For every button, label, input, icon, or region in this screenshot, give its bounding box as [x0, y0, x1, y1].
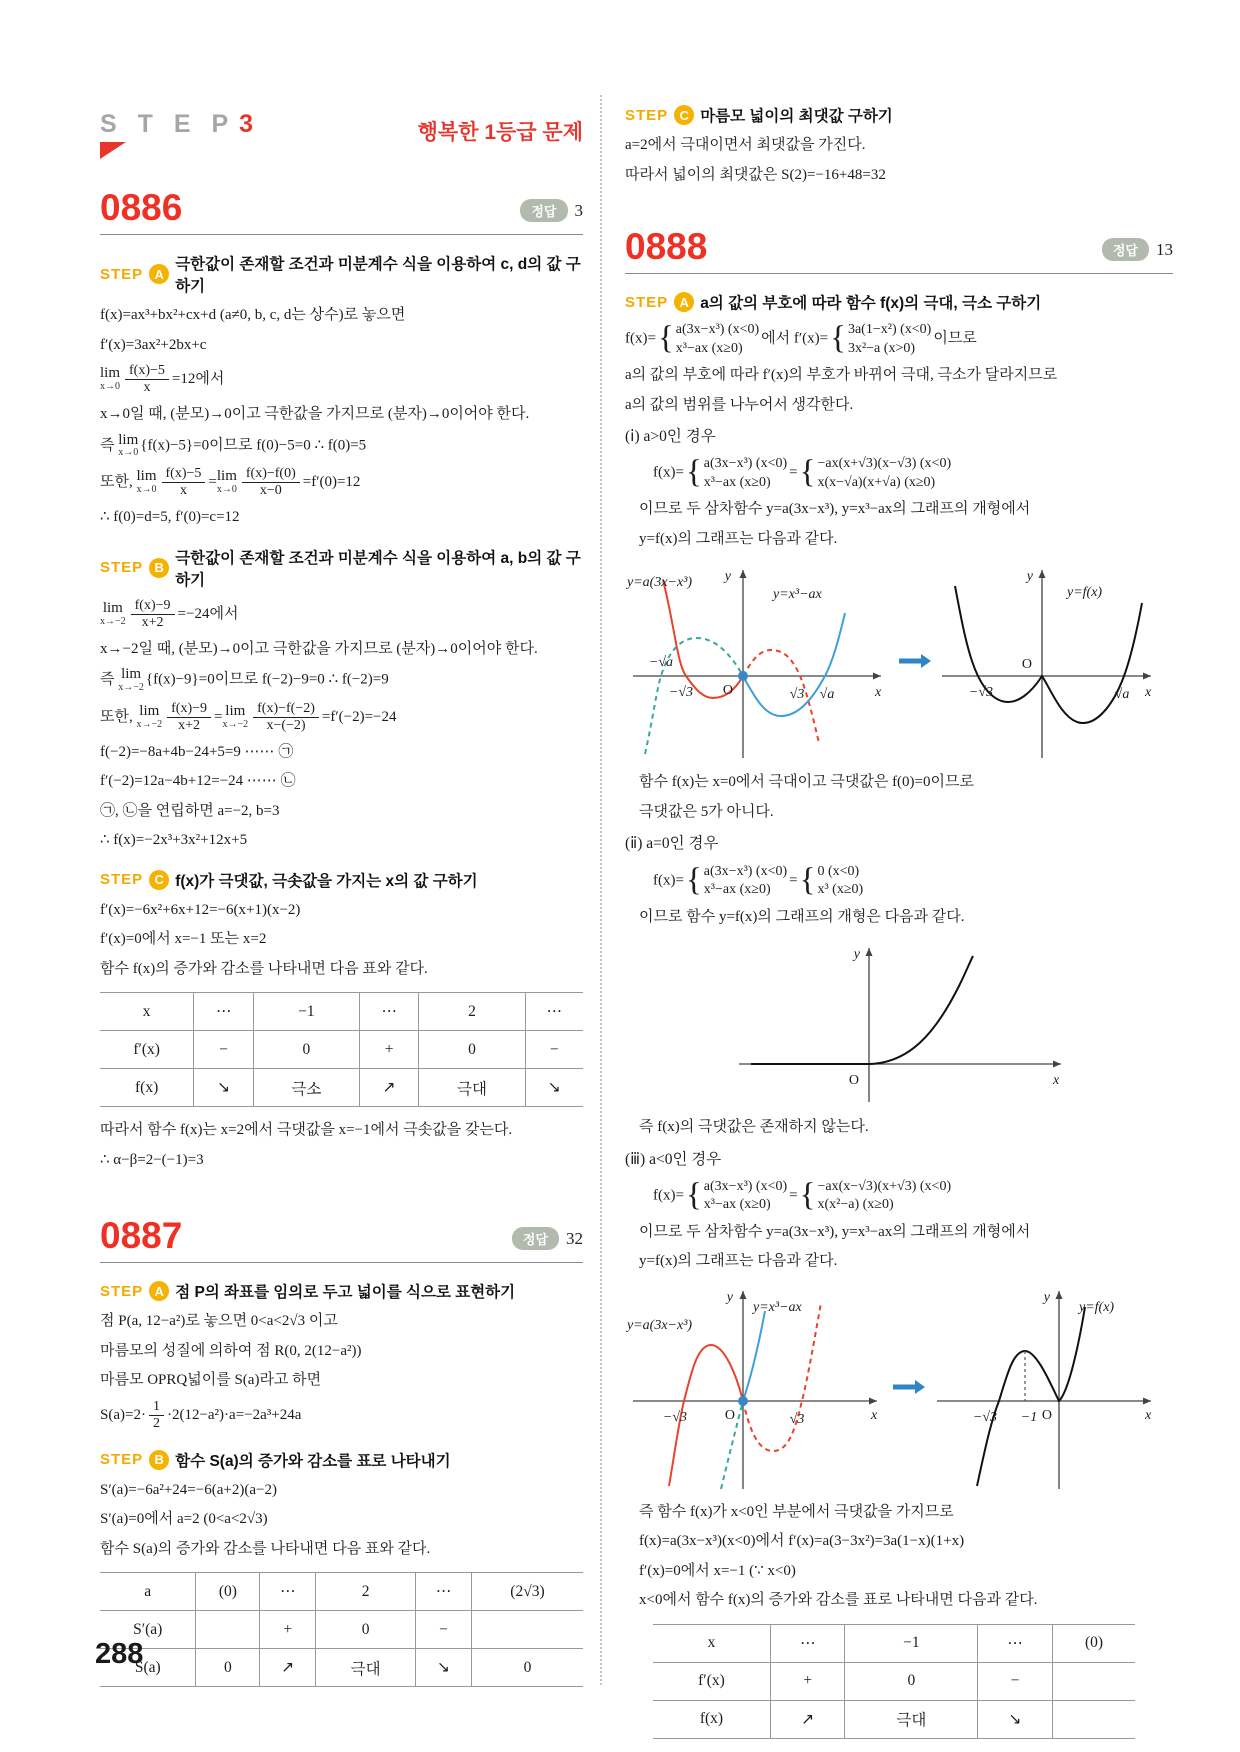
solution-line: f′(x)=0에서 x=−1 또는 x=2 — [100, 931, 267, 948]
step-word: STEP — [100, 1282, 144, 1300]
table-cell: 0 — [419, 1031, 525, 1069]
graph-case3-result — [931, 1281, 1159, 1493]
problem-number: 0887 — [100, 1215, 183, 1257]
right-column — [625, 104, 1173, 1751]
graph-case1-construction — [625, 558, 893, 763]
table-cell: ↗ — [359, 1069, 419, 1107]
problem-0886-header — [100, 189, 583, 235]
table-cell — [1052, 1662, 1135, 1700]
table-cell: ↘ — [194, 1069, 254, 1107]
step-a-header — [100, 252, 583, 296]
solution-line: 즉 lim x→−2 {f(x)−9}=0이므로 f(−2)−9=0 ∴ f(−2)=9 — [100, 666, 389, 694]
table-cell: − — [978, 1662, 1053, 1700]
solution-line: 따라서 함수 f(x)는 x=2에서 극댓값을 x=−1에서 극솟값을 갖는다. — [100, 1122, 513, 1139]
problem-0888-header — [625, 228, 1173, 274]
step-c-header — [100, 869, 583, 891]
arrow-right-icon — [897, 652, 933, 670]
solution-line: lim x→−2 $\frac{f(x)-9}{x+2}$ =−24에서 — [100, 597, 239, 630]
curve-label: y=a(3x−x³) — [627, 575, 693, 591]
table-cell: f′(x) — [100, 1031, 194, 1069]
step-title: 함수 S(a)의 증가와 감소를 표로 나타내기 — [175, 1452, 451, 1470]
table-cell: ⋯ — [525, 993, 583, 1031]
solution-line: 또한, lim x→−2 $\frac{f(x)-9}{x+2}$ = lim x→−2 $\frac{f(x)-f(-2)}{x-(-2)}$ =f′(−2)=−24 — [100, 700, 397, 733]
y-axis-label: y — [726, 1289, 733, 1305]
answer-badge: 정답 — [512, 1227, 559, 1250]
solution-line: f(x)=ax³+bx²+cx+d (a≠0, b, c, d는 상수)로 놓으면 — [100, 307, 406, 323]
solution-line: f(x)= { a(3x−x³) (x<0) x³−ax (x≥0) = { −ax(x+√3)(x−√3) (x<0) x(x−√a)(x+√a) (x≥0) — [653, 454, 952, 491]
table-cell: ⋯ — [978, 1624, 1053, 1662]
answer-value: 13 — [1156, 239, 1173, 259]
solution-line: 마름모 OPRQ넓이를 S(a)라고 하면 — [100, 1372, 322, 1389]
table-cell: 극대 — [316, 1649, 416, 1687]
y-axis-label: y — [724, 569, 731, 585]
sign-table-0886 — [100, 992, 583, 1107]
solution-line: a=2에서 극대이면서 최댓값을 가진다. — [625, 137, 866, 153]
curve-label: y=a(3x−x³) — [627, 1317, 693, 1333]
table-cell: 0 — [196, 1649, 260, 1687]
solution-line: 또한, lim x→0 $\frac{f(x)-5}{x}$ = lim x→0 $\frac{f(x)-f(0)}{x-0}$ =f′(0)=12 — [100, 465, 361, 499]
solution-line: ∴ α−β=2−(−1)=3 — [100, 1151, 204, 1168]
step3-number: 3 — [239, 110, 254, 138]
step-a-badge-icon: A — [149, 1281, 169, 1301]
solution-line: 함수 f(x)는 x=0에서 극대이고 극댓값은 f(0)=0이므로 — [639, 774, 974, 791]
solution-line: f(−2)=−8a+4b−24+5=9 ⋯⋯ ㉠ — [100, 743, 294, 760]
solution-line: f(x)=a(3x−x³)(x<0)에서 f′(x)=a(3−3x²)=3a(1−x)(1+x) — [639, 1533, 965, 1550]
x-axis-label: x — [871, 1407, 878, 1423]
answer-box — [520, 199, 583, 226]
solution-line: S(a)=2· $\frac{1}{2}$ ·2(12−a²)·a=−2a³+24a — [100, 1398, 302, 1431]
solution-line: 이므로 두 삼차함수 y=a(3x−x³), y=x³−ax의 그래프의 개형에서 — [639, 501, 1031, 518]
table-cell: S′(a) — [100, 1611, 196, 1649]
table-cell: − — [194, 1031, 254, 1069]
tick-label: √3 — [789, 1411, 805, 1427]
table-cell: ⋯ — [359, 993, 419, 1031]
origin-dot — [738, 1396, 748, 1406]
table-cell — [1052, 1700, 1135, 1738]
table-cell: ↗ — [770, 1700, 845, 1738]
table-cell: 0 — [845, 1662, 978, 1700]
page-number: 288 — [95, 1638, 144, 1670]
table-cell: ⋯ — [770, 1624, 845, 1662]
table-cell: 극대 — [845, 1700, 978, 1738]
table-cell: ↘ — [415, 1649, 471, 1687]
band-title: 행복한 1등급 문제 — [417, 121, 583, 144]
answer-box — [1102, 238, 1173, 265]
solution-line: f(x)= { a(3x−x³) (x<0) x³−ax (x≥0) = { 0 (x<0) x³ (x≥0) — [653, 861, 864, 898]
step-a-badge-icon: A — [149, 264, 169, 284]
table-cell: −1 — [253, 993, 359, 1031]
graph-case2-result — [709, 936, 1089, 1108]
table-cell: 0 — [471, 1649, 583, 1687]
solution-line: f(x)= { a(3x−x³) (x<0) x³−ax (x≥0) 에서 f′(x)= { 3a(1−x²) (x<0) 3x²−a (x>0) 이므로 — [625, 320, 977, 357]
solution-line: 따라서 넓이의 최댓값은 S(2)=−16+48=32 — [625, 166, 886, 183]
table-row — [100, 1573, 583, 1611]
tick-label: −1 — [1020, 1409, 1038, 1425]
solution-line: S′(a)=0에서 a=2 (0<a<2√3) — [100, 1511, 268, 1528]
solution-line: 극댓값은 5가 아니다. — [639, 803, 774, 820]
table-cell: ↘ — [978, 1700, 1053, 1738]
solution-line: x<0에서 함수 f(x)의 증가와 감소를 표로 나타내면 다음과 같다. — [639, 1592, 1038, 1609]
step-c-badge-icon: C — [149, 870, 169, 890]
solution-line: y=f(x)의 그래프는 다음과 같다. — [639, 530, 838, 547]
table-cell: ⋯ — [260, 1573, 316, 1611]
tick-label: −√3 — [968, 685, 994, 701]
origin-label: O — [848, 1073, 859, 1088]
graph-case3-construction — [625, 1281, 887, 1493]
problem-number: 0888 — [625, 226, 708, 267]
origin-label: O — [722, 683, 733, 699]
step3-band — [100, 110, 583, 159]
table-cell — [196, 1611, 260, 1649]
red-triangle-icon — [100, 142, 126, 159]
step-a-badge-icon: A — [674, 292, 694, 312]
step-c-badge-icon: C — [674, 105, 694, 125]
case2-graph-row — [625, 936, 1173, 1108]
origin-label: O — [1041, 1407, 1052, 1423]
tick-label: −√a — [648, 655, 674, 671]
left-column — [100, 110, 583, 1699]
x-axis-label: x — [1145, 1407, 1152, 1423]
table-cell: − — [525, 1031, 583, 1069]
solution-line: a의 값의 부호에 따라 f′(x)의 부호가 바뀌어 극대, 극소가 달라지므로 — [625, 367, 1058, 383]
table-cell: (0) — [1052, 1624, 1135, 1662]
answer-box — [512, 1227, 583, 1254]
origin-dot — [738, 671, 748, 681]
table-row — [100, 1031, 583, 1069]
table-cell: 2 — [419, 993, 525, 1031]
step-word: STEP — [625, 293, 669, 311]
table-cell: + — [260, 1611, 316, 1649]
table-cell: x — [653, 1624, 770, 1662]
table-row — [100, 1649, 583, 1687]
table-row — [100, 993, 583, 1031]
answer-badge: 정답 — [1102, 238, 1149, 261]
table-cell: (2√3) — [471, 1573, 583, 1611]
table-cell: f(x) — [100, 1069, 194, 1107]
table-row — [100, 1069, 583, 1107]
x-axis-label: x — [1053, 1073, 1060, 1088]
tick-label: √3 — [789, 687, 805, 703]
solution-line: f(x)= { a(3x−x³) (x<0) x³−ax (x≥0) = { −ax(x−√3)(x+√3) (x<0) x(x²−a) (x≥0) — [653, 1176, 952, 1213]
answer-badge: 정답 — [520, 199, 567, 222]
case-1-heading: (ⅰ) a>0인 경우 — [625, 428, 716, 445]
solution-line: x→−2일 때, (분모)→0이고 극한값을 가지므로 (분자)→0이어야 한다. — [100, 640, 538, 657]
tick-label: −√3 — [662, 1409, 688, 1425]
step-a-header — [625, 291, 1173, 313]
step-b-badge-icon: B — [149, 1450, 169, 1470]
solution-line: 점 P(a, 12−a²)로 놓으면 0<a<2√3 이고 — [100, 1313, 338, 1330]
table-cell: 극대 — [419, 1069, 525, 1107]
step-b-badge-icon: B — [149, 558, 169, 578]
step-word: STEP — [100, 559, 144, 577]
sign-table-0887 — [100, 1572, 583, 1687]
answer-value: 3 — [574, 200, 583, 220]
solution-line: x→0일 때, (분모)→0이고 극한값을 가지므로 (분자)→0이어야 한다. — [100, 406, 530, 423]
table-cell: 0 — [253, 1031, 359, 1069]
solution-line: f′(x)=3ax²+2bx+c — [100, 336, 207, 353]
table-cell: + — [770, 1662, 845, 1700]
step-word: STEP — [625, 106, 669, 124]
sign-table-0888 — [653, 1624, 1135, 1739]
table-row — [100, 1611, 583, 1649]
step-title: 극한값이 존재할 조건과 미분계수 식을 이용하여 a, b의 값 구하기 — [175, 549, 581, 589]
step-word: STEP — [100, 1451, 144, 1469]
table-cell: (0) — [196, 1573, 260, 1611]
answer-value: 32 — [566, 1228, 583, 1248]
table-row — [653, 1662, 1135, 1700]
solution-line: f′(x)=0에서 x=−1 (∵ x<0) — [639, 1562, 796, 1579]
graph-case1-result — [937, 558, 1159, 763]
column-divider — [600, 95, 602, 1685]
solution-line: 이므로 두 삼차함수 y=a(3x−x³), y=x³−ax의 그래프의 개형에서 — [639, 1223, 1031, 1240]
tick-label: √a — [819, 687, 835, 703]
solution-line: S′(a)=−6a²+24=−6(a+2)(a−2) — [100, 1481, 277, 1498]
curve-label: y=f(x) — [1079, 1299, 1115, 1315]
solution-line: 마름모의 성질에 의하여 점 R(0, 2(12−a²)) — [100, 1342, 362, 1359]
solution-line: 즉 함수 f(x)가 x<0인 부분에서 극댓값을 가지므로 — [639, 1503, 954, 1520]
table-cell: ↗ — [260, 1649, 316, 1687]
tick-label: −√3 — [972, 1409, 998, 1425]
step-title: 마름모 넓이의 최댓값 구하기 — [700, 108, 893, 125]
table-cell: ⋯ — [415, 1573, 471, 1611]
origin-label: O — [724, 1407, 735, 1423]
solution-line: y=f(x)의 그래프는 다음과 같다. — [639, 1253, 838, 1270]
table-cell: ⋯ — [194, 993, 254, 1031]
step-title: 점 P의 좌표를 임의로 두고 넓이를 식으로 표현하기 — [175, 1284, 516, 1302]
case3-graph-row — [625, 1281, 1173, 1493]
tick-label: √a — [1114, 687, 1130, 703]
origin-label: O — [1021, 657, 1032, 673]
curve-label: y=x³−ax — [773, 587, 822, 603]
x-axis-label: x — [875, 685, 882, 701]
table-row — [653, 1700, 1135, 1738]
table-row — [653, 1624, 1135, 1662]
solution-line: 함수 S(a)의 증가와 감소를 나타내면 다음 표와 같다. — [100, 1540, 431, 1557]
solution-line: 즉 lim x→0 {f(x)−5}=0이므로 f(0)−5=0 ∴ f(0)=5 — [100, 431, 367, 459]
y-axis-label: y — [853, 947, 860, 962]
solution-line: 이므로 함수 y=f(x)의 그래프의 개형은 다음과 같다. — [639, 908, 965, 925]
table-cell: + — [359, 1031, 419, 1069]
solution-line: 즉 f(x)의 극댓값은 존재하지 않는다. — [639, 1119, 869, 1135]
solution-line: 함수 f(x)의 증가와 감소를 나타내면 다음 표와 같다. — [100, 960, 428, 977]
table-cell: 2 — [316, 1573, 416, 1611]
solution-line: f′(−2)=12a−4b+12=−24 ⋯⋯ ㉡ — [100, 773, 296, 790]
step-title: a의 값의 부호에 따라 함수 f(x)의 극대, 극소 구하기 — [700, 295, 1042, 312]
step-c-header — [625, 104, 1173, 126]
case-3-heading: (ⅲ) a<0인 경우 — [625, 1150, 722, 1168]
problem-0887-header — [100, 1217, 583, 1263]
step-a-header — [100, 1280, 583, 1302]
step-word: STEP — [100, 871, 144, 889]
table-cell: a — [100, 1573, 196, 1611]
solution-line: ∴ f(0)=d=5, f′(0)=c=12 — [100, 509, 240, 526]
table-cell: 0 — [316, 1611, 416, 1649]
table-cell: −1 — [845, 1624, 978, 1662]
step-title: 극한값이 존재할 조건과 미분계수 식을 이용하여 c, d의 값 구하기 — [175, 256, 581, 295]
x-axis-label: x — [1145, 685, 1152, 701]
problem-number: 0886 — [100, 187, 183, 228]
step3-label: S T E P 3 — [100, 110, 254, 138]
solution-line: a의 값의 범위를 나누어서 생각한다. — [625, 396, 854, 413]
case1-graph-row — [625, 558, 1173, 763]
step-word: STEP — [100, 265, 144, 283]
table-cell: − — [415, 1611, 471, 1649]
table-cell: x — [100, 993, 194, 1031]
y-axis-label: y — [1043, 1289, 1050, 1305]
arrow-right-icon — [891, 1378, 927, 1396]
solution-line: ㉠, ㉡을 연립하면 a=−2, b=3 — [100, 802, 280, 819]
table-cell: f(x) — [653, 1700, 770, 1738]
y-axis-label: y — [1026, 569, 1033, 585]
table-cell: f′(x) — [653, 1662, 770, 1700]
solution-line: f′(x)=−6x²+6x+12=−6(x+1)(x−2) — [100, 901, 301, 918]
table-cell: ↘ — [525, 1069, 583, 1107]
table-cell — [471, 1611, 583, 1649]
curve-label: y=x³−ax — [753, 1299, 802, 1315]
table-cell: S(a) — [100, 1649, 196, 1687]
solution-line: ∴ f(x)=−2x³+3x²+12x+5 — [100, 832, 248, 849]
step-title: f(x)가 극댓값, 극솟값을 가지는 x의 값 구하기 — [175, 872, 478, 890]
step-b-header — [100, 1449, 583, 1471]
step-b-header — [100, 546, 583, 590]
case-2-heading: (ⅱ) a=0인 경우 — [625, 835, 719, 853]
curve-label: y=f(x) — [1067, 585, 1103, 601]
table-cell: 극소 — [253, 1069, 359, 1107]
tick-label: −√3 — [668, 685, 694, 701]
solution-line: lim x→0 $\frac{f(x)-5}{x}$ =12에서 — [100, 363, 225, 396]
